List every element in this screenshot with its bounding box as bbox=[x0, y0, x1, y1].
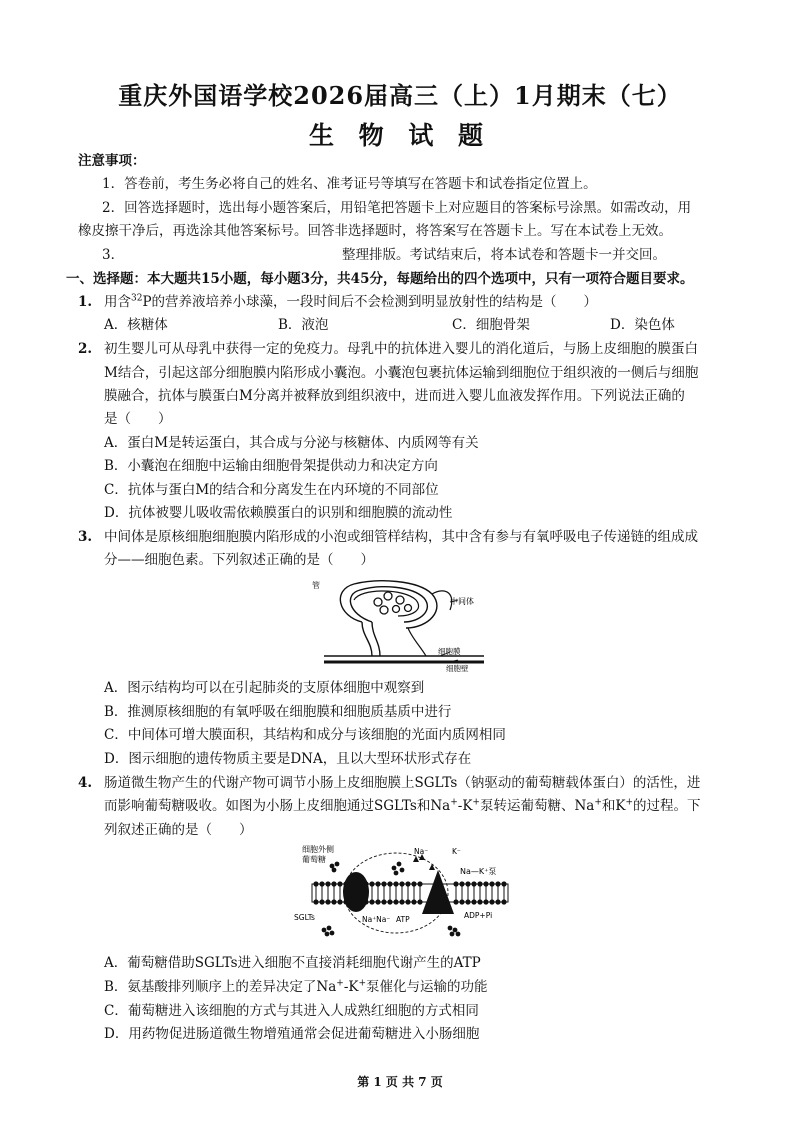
q4-option-d: D．用药物促进肠道微生物增殖通常会促进葡萄糖进入小肠细胞 bbox=[104, 1026, 480, 1042]
pump-label: Na—K⁺泵 bbox=[460, 867, 497, 876]
transport-figure bbox=[292, 842, 514, 942]
note-3-number: 3． bbox=[102, 247, 125, 263]
page-footer: 第 1 页 共 7 页 bbox=[357, 1075, 443, 1089]
note-2-line-1: 2．回答选择题时，选出每小题答案后，用铅笔把答题卡上对应题目的答案标号涂黑。如需改动，用 bbox=[102, 200, 692, 216]
q2-stem-line-4: 是（ ） bbox=[104, 411, 172, 427]
exam-subject: 生 物 试 题 bbox=[308, 121, 492, 150]
q4-stem-line-1: 肠道微生物产生的代谢产物可调节小肠上皮细胞膜上SGLTs（钠驱动的葡萄糖载体蛋白）的活性，进 bbox=[104, 775, 701, 791]
sglts-label: SGLTs bbox=[294, 913, 315, 922]
q2-number: 2. bbox=[78, 341, 93, 357]
mesosome-label: 中间体 bbox=[450, 597, 474, 606]
adp-label: ADP+Pi bbox=[464, 911, 493, 920]
q2-stem-line-1: 初生婴儿可从母乳中获得一定的免疫力。母乳中的抗体进入婴儿的消化道后，与肠上皮细胞的膜蛋白 bbox=[104, 341, 698, 357]
atp-label: ATP bbox=[396, 915, 410, 924]
q1-number: 1. bbox=[78, 294, 93, 310]
q4-stem-line-3: 列叙述正确的是（ ） bbox=[104, 822, 253, 838]
q2-option-d: D．抗体被婴儿吸收需依赖膜蛋白的识别和细胞膜的流动性 bbox=[104, 505, 453, 521]
notes-heading: 注意事项： bbox=[78, 153, 146, 169]
q3-stem-line-1: 中间体是原核细胞细胞膜内陷形成的小泡或细管样结构，其中含有参与有氧呼吸电子传递链的组成成 bbox=[104, 529, 698, 545]
q1-option-a: A．核糖体 bbox=[104, 317, 168, 333]
q2-option-c: C．抗体与蛋白M的结合和分离发生在内环境的不同部位 bbox=[104, 482, 439, 498]
q3-stem-line-2: 分——细胞色素。下列叙述正确的是（ ） bbox=[104, 552, 374, 568]
k-top-label: K⁻ bbox=[452, 847, 461, 856]
q1-option-c: C．细胞骨架 bbox=[452, 317, 530, 333]
q3-option-b: B．推测原核细胞的有氧呼吸在细胞膜和细胞质基质中进行 bbox=[104, 704, 452, 720]
section-heading: 一、选择题：本大题共15小题，每小题3分，共45分，每题给出的四个选项中，只有一项符合题目要求。 bbox=[66, 271, 694, 287]
q1-stem: 用含$^{32}$P的营养液培养小球藻，一段时间后不会检测到明显放射性的结构是（ ） bbox=[104, 293, 598, 310]
q3-option-c: C．中间体可增大膜面积，其结构和成分与该细胞的光面内质网相同 bbox=[104, 727, 506, 743]
note-2-line-2: 橡皮擦干净后，再选涂其他答案标号。回答非选择题时，将答案写在答题卡上。写在本试卷上无效。 bbox=[78, 223, 672, 239]
q4-option-a: A．葡萄糖借助SGLTs进入细胞不直接消耗细胞代谢产生的ATP bbox=[104, 955, 481, 971]
q2-option-b: B．小囊泡在细胞中运输由细胞骨架提供动力和决定方向 bbox=[104, 458, 438, 474]
q4-number: 4. bbox=[78, 775, 93, 791]
cell-membrane-label: 细胞膜 bbox=[438, 647, 461, 656]
note-1: 1．答卷前，考生务必将自己的姓名、准考证号等填写在答题卡和试卷指定位置上。 bbox=[102, 176, 597, 192]
na-top-label: Na⁻ bbox=[414, 847, 429, 856]
q2-stem-line-3: 膜融合，抗体与膜蛋白M分离并被释放到组织液中，进而进入婴儿血液发挥作用。下列说法正确的 bbox=[104, 388, 685, 404]
mesosome-left-label: 管 bbox=[312, 581, 320, 590]
note-3-text: 整理排版。考试结束后，将本试卷和答题卡一并交回。 bbox=[342, 247, 666, 263]
exam-title: 重庆外国语学校2026届高三（上）1月期末（七） bbox=[118, 81, 682, 110]
q2-option-a: A．蛋白M是转运蛋白，其合成与分泌与核糖体、内质网等有关 bbox=[104, 435, 479, 451]
q3-option-a: A．图示结构均可以在引起肺炎的支原体细胞中观察到 bbox=[104, 680, 425, 696]
mesosome-figure bbox=[308, 576, 488, 674]
q4-option-c: C．葡萄糖进入该细胞的方式与其进入人成熟红细胞的方式相同 bbox=[104, 1003, 479, 1019]
q2-stem-line-2: M结合，引起这部分细胞膜内陷形成小囊泡。小囊泡包裹抗体运输到细胞位于组织液的一侧后与细胞 bbox=[104, 365, 699, 381]
q1-option-b: B．液泡 bbox=[278, 317, 329, 333]
q1-option-d: D．染色体 bbox=[610, 317, 675, 333]
glucose-label: 葡萄糖 bbox=[302, 855, 326, 864]
q4-option-b: B．氨基酸排列顺序上的差异决定了Na+-K+泵催化与运输的功能 bbox=[104, 978, 488, 995]
q3-number: 3. bbox=[78, 529, 93, 545]
q3-option-d: D．图示细胞的遗传物质主要是DNA，且以大型环状形式存在 bbox=[104, 751, 472, 767]
q4-stem-line-2: 而影响葡萄糖吸收。如图为小肠上皮细胞通过SGLTs和Na+-K+泵转运葡萄糖、Na+和K+的过程。下 bbox=[104, 797, 701, 814]
na-inside-label: Na⁺Na⁻ bbox=[362, 915, 391, 924]
cell-wall-label: 细胞壁 bbox=[446, 664, 469, 673]
outside-label: 细胞外侧 bbox=[302, 845, 334, 854]
